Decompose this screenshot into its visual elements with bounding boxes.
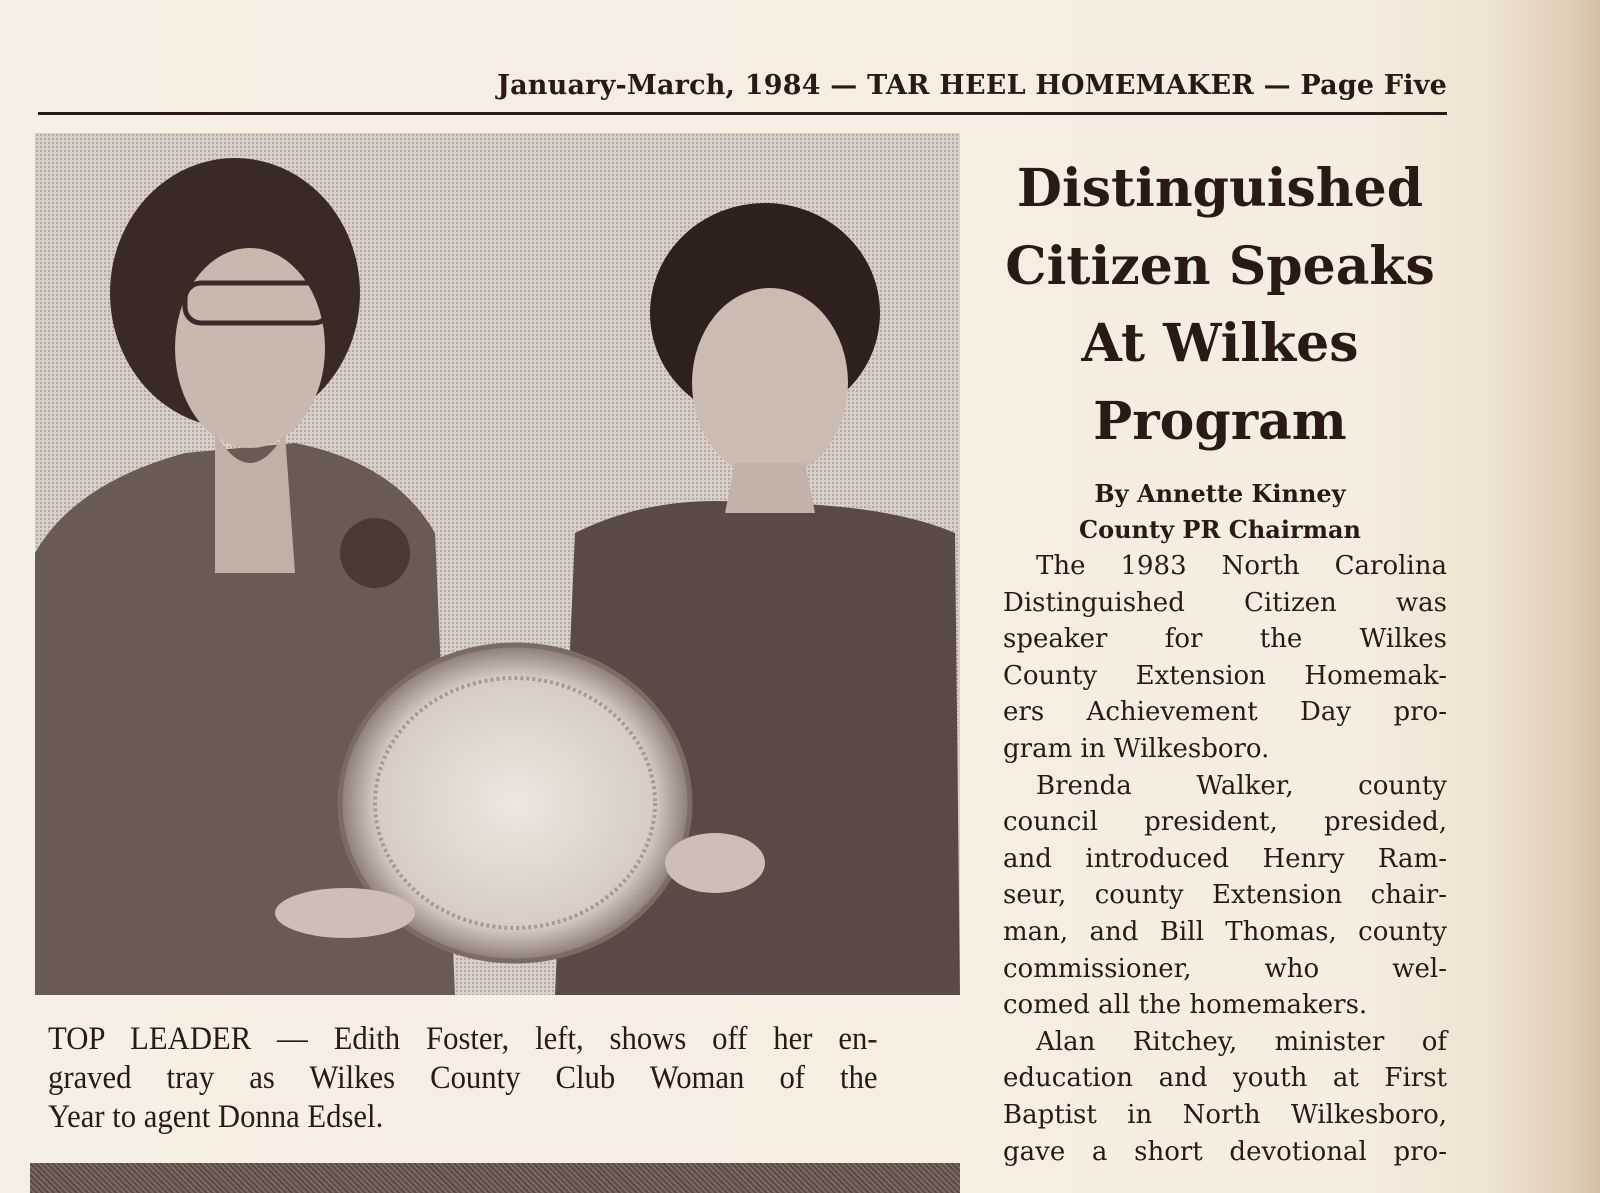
- body-line: Baptist in North Wilkesboro,: [1003, 1099, 1447, 1130]
- body-line: gram in Wilkesboro.: [1003, 733, 1270, 764]
- caption-line: graved tray as Wilkes County Club Woman of the: [48, 1060, 878, 1096]
- body-line: Brenda Walker, county: [1036, 770, 1447, 801]
- body-line: gave a short devotional pro-: [1003, 1136, 1447, 1167]
- byline-title: County PR Chairman: [1079, 515, 1361, 544]
- next-photo-edge: [30, 1163, 960, 1193]
- body-line: ers Achievement Day pro-: [1003, 697, 1447, 728]
- byline-author: By Annette Kinney: [1094, 479, 1346, 508]
- body-line: County Extension Homemak-: [1003, 660, 1447, 691]
- body-line: Alan Ritchey, minister of: [1036, 1026, 1447, 1057]
- headline-line: Program: [1093, 390, 1347, 452]
- body-line: council president, presided,: [1003, 807, 1447, 838]
- body-line: speaker for the Wilkes: [1003, 624, 1447, 655]
- caption-line: TOP LEADER — Edith Foster, left, shows off her en-: [48, 1021, 878, 1057]
- byline: [990, 476, 1450, 548]
- body-line: seur, county Extension chair-: [1003, 880, 1447, 911]
- running-head: January-March, 1984 — TAR HEEL HOMEMAKER — Page Five: [497, 70, 1447, 101]
- caption-line: Year to agent Donna Edsel.: [48, 1099, 384, 1135]
- body-line: comed all the homemakers.: [1003, 990, 1368, 1021]
- body-line: and introduced Henry Ram-: [1003, 843, 1447, 874]
- body-line: Distinguished Citizen was: [1003, 587, 1447, 618]
- headline-line: At Wilkes: [1081, 313, 1359, 374]
- body-line: education and youth at First: [1003, 1063, 1447, 1094]
- photo-two-women-with-tray-icon: [35, 133, 960, 995]
- news-photo: [35, 133, 960, 995]
- article-body: [1003, 548, 1447, 1170]
- headline-line: Distinguished: [1016, 158, 1424, 219]
- body-line: commissioner, who wel-: [1003, 953, 1447, 984]
- headline-line: Citizen Speaks: [1005, 235, 1435, 297]
- article-headline: [990, 150, 1450, 460]
- body-line: man, and Bill Thomas, county: [1003, 916, 1447, 947]
- header-rule: [38, 112, 1447, 115]
- photo-caption: [48, 1020, 878, 1137]
- body-line: The 1983 North Carolina: [1036, 551, 1447, 581]
